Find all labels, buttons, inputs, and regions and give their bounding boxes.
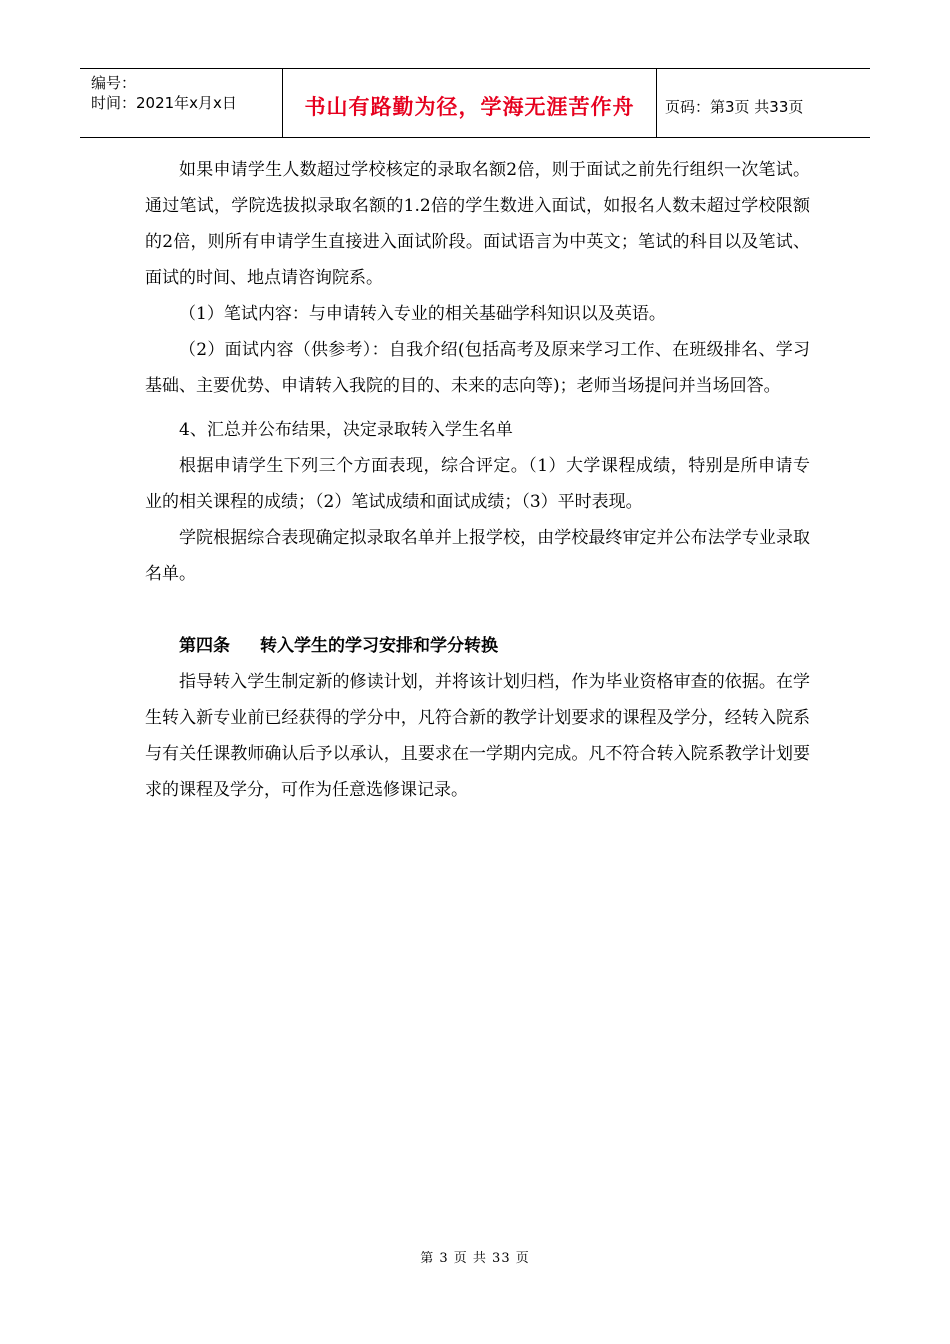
header-page-cell [657,69,870,137]
paragraph-written-exam-content: （1）笔试内容：与申请转入专业的相关基础学科知识以及英语。 [179,304,666,324]
paragraph-written-exam-rule: 如果申请学生人数超过学校核定的录取名额2倍，则于面试之前先行组织一次笔试。通过笔试，学院选拔拟录取名额的1.2倍的学生数进入面试，如报名人数未超过学校限额的2倍，则所有申请学生直接进入面试阶段。面试语言为中英文；笔试的科目以及笔试、面试的时间、地点请咨询院系。 [145,160,810,288]
page-header [80,68,870,138]
motto-text: 书山有路勤为径，学海无涯苦作舟 [304,95,635,119]
page-label: 页码：第3页 共33页 [665,97,804,116]
header-motto-cell [283,69,657,137]
article-number: 第四条 [179,636,230,656]
page-footer: 第 3 页 共 33 页 [420,1251,530,1266]
paragraph-interview-content: （2）面试内容（供参考）：自我介绍(包括高考及原来学习工作、在班级排名、学习基础、主要优势、申请转入我院的目的、未来的志向等)；老师当场提问并当场回答。 [145,340,810,396]
article-heading [145,628,810,664]
header-meta-cell [80,69,283,137]
paragraph-study-plan: 指导转入学生制定新的修读计划，并将该计划归档，作为毕业资格审查的依据。在学生转入新专业前已经获得的学分中，凡符合新的教学计划要求的课程及学分，经转入院系与有关任课教师确认后予以承认，且要求在一学期内完成。凡不符合转入院系教学计划要求的课程及学分，可作为任意选修课记录。 [145,672,810,800]
paragraph-admission-list: 学院根据综合表现确定拟录取名单并上报学校，由学校最终审定并公布法学专业录取名单。 [145,528,810,584]
article-title: 转入学生的学习安排和学分转换 [260,636,498,656]
number-label: 编号： [91,74,137,92]
paragraph-evaluation: 根据申请学生下列三个方面表现，综合评定。（1）大学课程成绩，特别是所申请专业的相关课程的成绩；（2）笔试成绩和面试成绩；（3）平时表现。 [145,456,810,512]
date-label: 时间：2021年x月x日 [91,94,237,112]
paragraph-step-4: 4、汇总并公布结果，决定录取转入学生名单 [179,420,513,440]
document-body [145,152,810,808]
